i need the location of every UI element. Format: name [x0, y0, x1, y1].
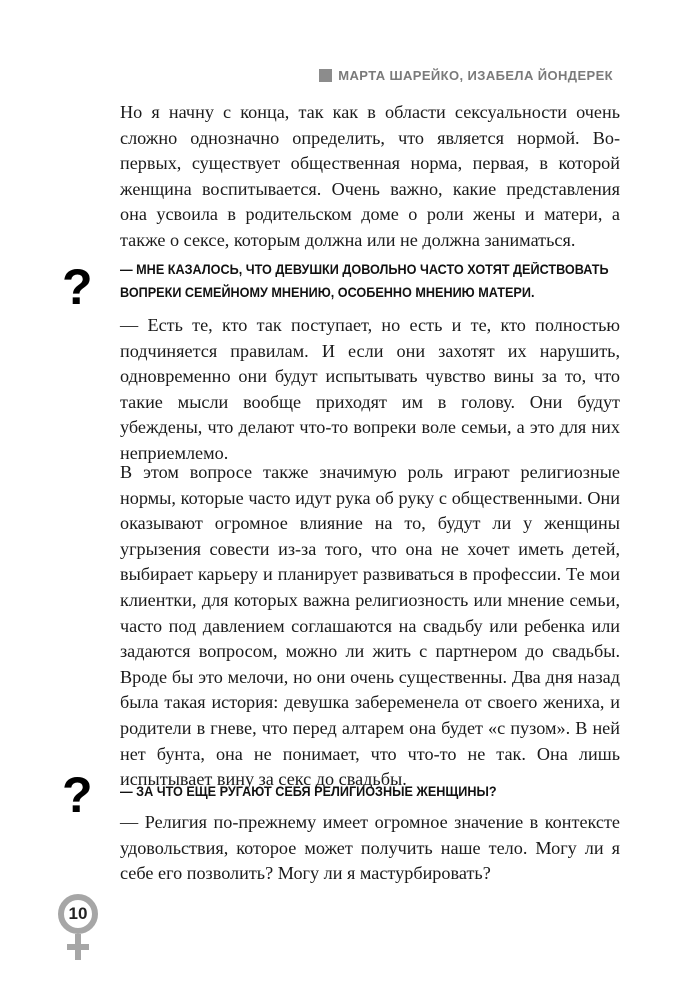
page-number: 10	[68, 904, 88, 923]
paragraph-1: Но я начну с конца, так как в области сексуальности очень сложно однозначно определить, что является нормой. Во-первых, существует общественная норма, первая, в которой женщина воспитывается. Очень важно, какие представления она усвоила в родительском доме о роли жены и матери, а также о сексе, которым должна или не должна заниматься.	[120, 102, 620, 250]
square-marker-icon	[319, 69, 332, 82]
question-block-1	[62, 258, 660, 315]
running-head-text: МАРТА ШАРЕЙКО, ИЗАБЕЛА ЙОНДЕРЕК	[338, 68, 613, 83]
question-block-2	[62, 767, 660, 823]
question-2: — ЗА ЧТО ЕЩЕ РУГАЮТ СЕБЯ РЕЛИГИОЗНЫЕ ЖЕНЩИНЫ?	[120, 784, 497, 799]
paragraph-2: — Есть те, кто так поступает, но есть и те, кто полностью подчиняется правилам. И если они захотят их нарушить, одновременно они будут испытывать чувство вины за то, что такие мысли вообще приходят им в голову. Они будут убеждены, что делают что-то вопреки воле семьи, а это для них неприемлемо.	[120, 315, 620, 463]
page-number-badge	[56, 892, 100, 962]
question-mark-icon: ?	[62, 259, 93, 315]
paragraph-4: — Религия по-прежнему имеет огромное значение в контексте удовольствия, которое может получить наше тело. Могу ли я себе его позволить? Могу ли я мастурбировать?	[120, 812, 620, 884]
paragraph-3: В этом вопросе также значимую роль играют религиозные нормы, которые часто идут рука об руку с общественными. Они оказывают огромное влияние на то, будут ли у женщины угрызения совести из-за того, что она не хочет иметь детей, выбирает карьеру и планирует развиваться в профессии. Те мои клиентки, для которых важна религиозность или мнение семьи, часто под давлением соглашаются на свадьбу или ребенка или задаются вопросом, можно ли жить с партнером до свадьбы. Вроде бы это мелочи, но они очень существенны. Два дня назад была такая история: девушка забеременела от своего жениха, и родители в гневе, что перед алтарем она будет «с пузом». В ней нет бунта, она не понимает, что что-то не так. Она лишь испытывает вину за секс до свадьбы.	[120, 462, 620, 790]
question-1: — МНЕ КАЗАЛОСЬ, ЧТО ДЕВУШКИ ДОВОЛЬНО ЧАСТО ХОТЯТ ДЕЙСТВОВАТЬ ВОПРЕКИ СЕМЕЙНОМУ МНЕНИЮ, ОСОБЕННО МНЕНИЮ МАТЕРИ.	[120, 262, 609, 300]
female-symbol-icon	[56, 892, 100, 962]
running-head	[319, 68, 613, 83]
question-mark-icon: ?	[62, 767, 93, 823]
